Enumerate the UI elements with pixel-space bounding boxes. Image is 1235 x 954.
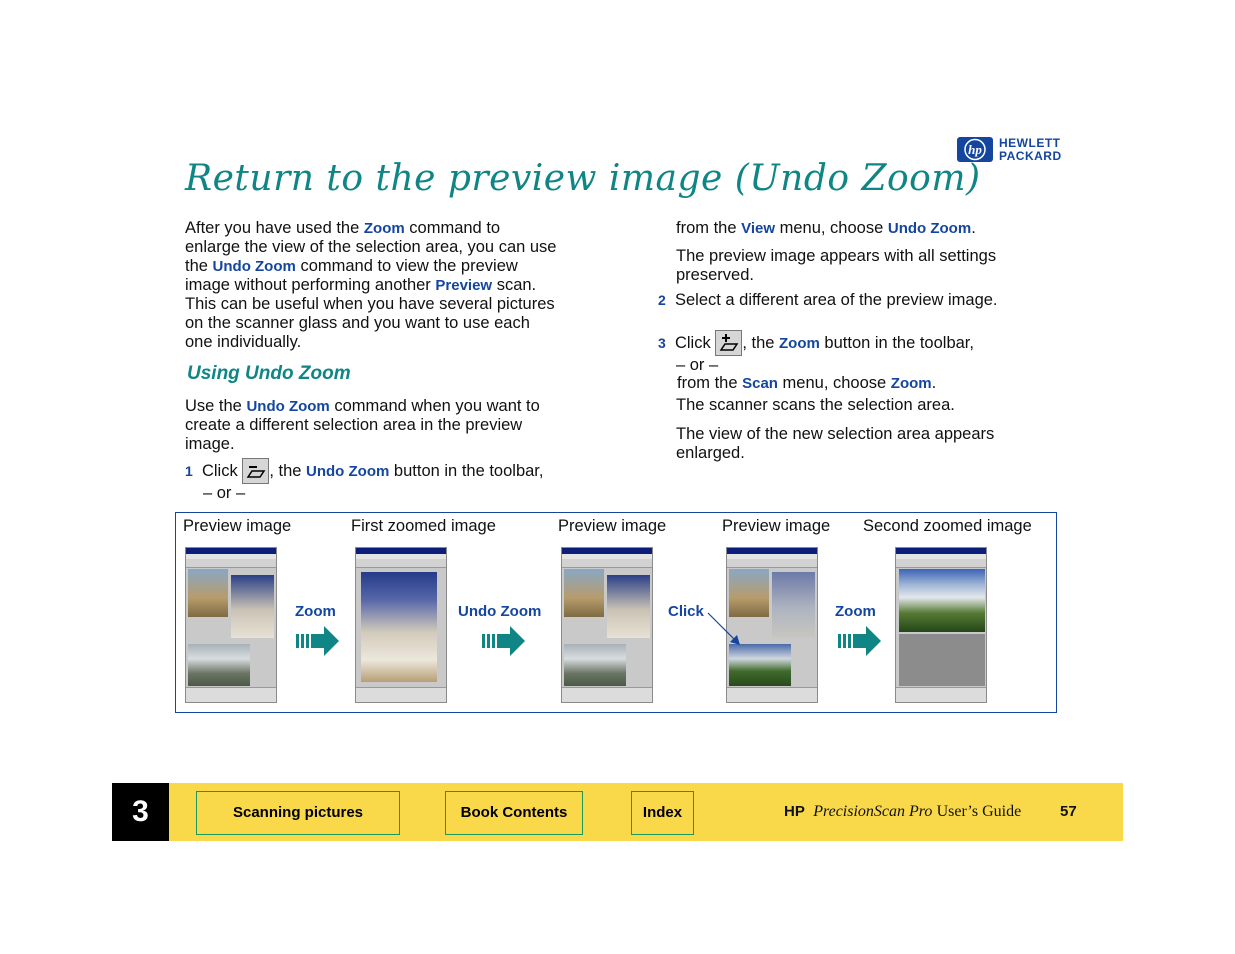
caption-first-zoom: First zoomed image	[351, 517, 496, 535]
arrow-label-undo-zoom: Undo Zoom	[458, 603, 542, 620]
right-column: from the View menu, choose Undo Zoom. The preview image appears with all settings preserved.	[676, 219, 997, 284]
arrow-right-icon	[296, 625, 340, 657]
arrow-label-click: Click	[668, 603, 704, 620]
step-1: 1 Click , the Undo Zoom button in the toolbar, – or –	[185, 458, 605, 502]
undo-zoom-tool-icon[interactable]	[242, 458, 269, 484]
step-3: 3 Click , the Zoom button in the toolbar, – or – from the Scan menu, choose Zoom.	[658, 330, 974, 393]
pointer-arrow-icon	[706, 611, 746, 651]
page-title: Return to the preview image (Undo Zoom)	[185, 158, 981, 199]
company-logo-text: HEWLETT PACKARD	[999, 136, 1062, 163]
page-number: 57	[1060, 803, 1077, 820]
arrow-right-icon	[838, 625, 882, 657]
screenshot-preview-2	[561, 547, 653, 703]
nav-book-contents[interactable]: Book Contents	[445, 791, 583, 835]
guide-title: HP PrecisionScan Pro User’s Guide	[784, 803, 1022, 820]
use-paragraph: Use the Undo Zoom command when you want to create a different selection area in the preview image.	[185, 397, 540, 453]
intro-paragraph: After you have used the Zoom command to enlarge the view of the selection area, you can use the Undo Zoom command to view the preview image without performing another Preview scan. This can be useful when you have several pictures on the scanner glass and you want to use each one individually.	[185, 219, 557, 351]
step-2: 2 Select a different area of the preview image.	[658, 291, 998, 309]
svg-text:hp: hp	[968, 142, 982, 157]
screenshot-preview-1	[185, 547, 277, 703]
section-heading: Using Undo Zoom	[187, 363, 351, 384]
nav-index[interactable]: Index	[631, 791, 694, 835]
screenshot-first-zoom	[355, 547, 447, 703]
arrow-label-zoom-1: Zoom	[295, 603, 336, 620]
zoom-tool-icon[interactable]	[715, 330, 742, 356]
arrow-label-zoom-2: Zoom	[835, 603, 876, 620]
nav-scanning-pictures[interactable]: Scanning pictures	[196, 791, 400, 835]
chapter-number: 3	[112, 783, 169, 841]
screenshot-second-zoom	[895, 547, 987, 703]
caption-second-zoom: Second zoomed image	[863, 517, 1032, 535]
caption-preview-3: Preview image	[722, 517, 831, 535]
arrow-right-icon	[482, 625, 526, 657]
result-paragraphs: The scanner scans the selection area. The view of the new selection area appears enlarged.	[676, 396, 995, 462]
caption-preview-2: Preview image	[558, 517, 667, 535]
caption-preview-1: Preview image	[183, 517, 292, 535]
